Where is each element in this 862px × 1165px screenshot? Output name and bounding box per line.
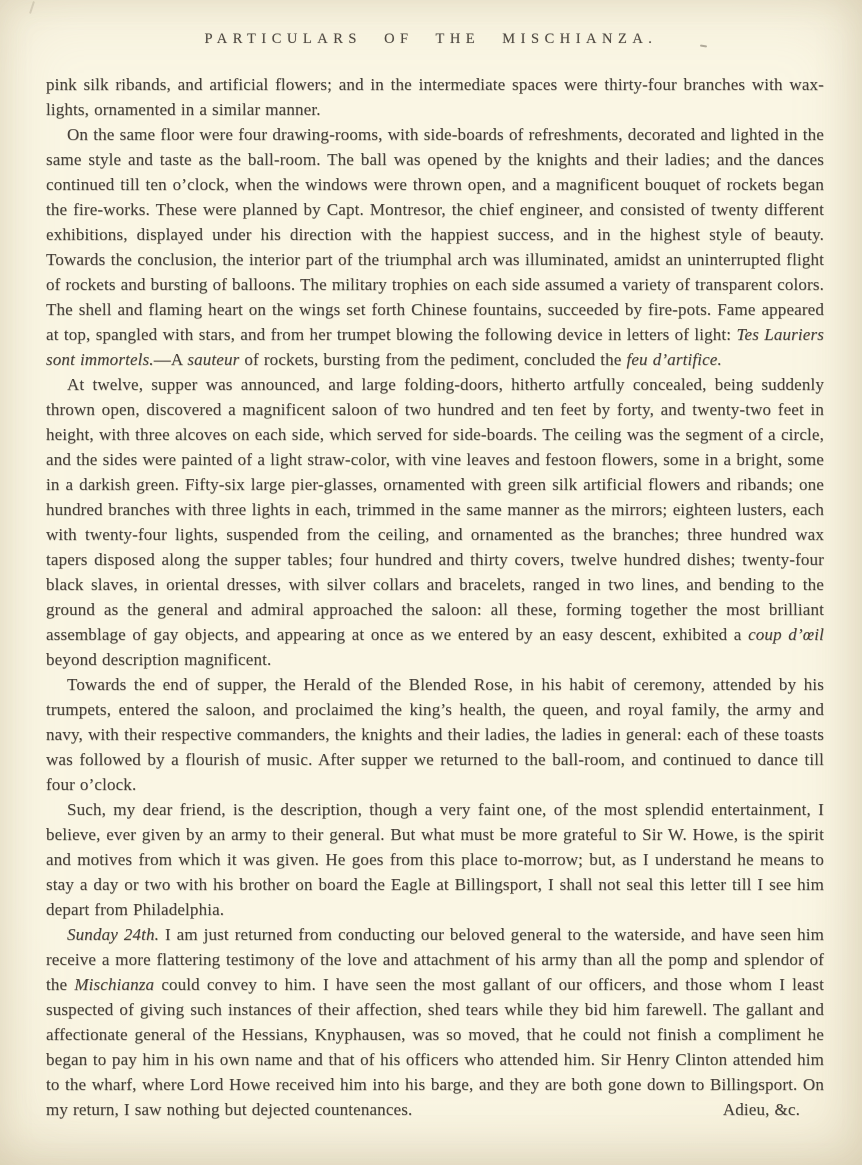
text-run: On the same floor were four drawing-rooms, with side-boards of refreshments, decorated and lighted in the same style and taste as the ball-room. The ball was opened by the knights and their ladies; and the dances continued till ten o’clock, when the windows were thrown open, and a magnificent bouquet of rockets began the fire-works. These were planned by Capt. Montresor, the chief engineer, and consisted of twenty different exhibitions, displayed under his direction with the happiest success, and in the highest style of beauty. Towards the conclusion, the interior part of the triumphal arch was illuminated, amidst an uninterrupted flight of rockets and bursting of balloons. The military trophies on each side assumed a variety of transparent colors. The shell and flaming heart on the wings set forth Chinese fountains, succeeded by fire-pots. Fame appeared at top, spangled with stars, and from her trumpet blowing the following device in letters of light:	[46, 125, 824, 344]
paragraph	[46, 72, 824, 122]
italic-run: sauteur	[187, 350, 240, 369]
text-run: Such, my dear friend, is the description, though a very faint one, of the most splendid entertainment, I believe, ever given by an army to their general. But what must be more grateful to Sir W. Howe, is the spirit and motives from which it was given. He goes from this place to-morrow; but, as I understand he means to stay a day or two with his brother on board the Eagle at Billingsport, I shall not seal this letter till I see him depart from Philadelphia.	[46, 800, 824, 919]
page-title: PARTICULARS OF THE MISCHIANZA.	[204, 31, 658, 47]
paragraph	[46, 122, 824, 372]
italic-run: feu d’artifice.	[626, 350, 722, 369]
paragraph	[46, 372, 824, 672]
italic-run: Sunday 24th.	[67, 925, 160, 944]
text-run: I am just returned from conducting our beloved general to the waterside, and have seen him receive a more flattering testimony of the love and attachment of his army than all the pomp and splendor of the	[46, 925, 825, 994]
text-run: could convey to him. I have seen the most gallant of our officers, and those whom I least suspected of giving such instances of their affection, shed tears while they bid him farewell. The gallant and affectionate general of the Hessians, Knyphausen, was so moved, that he could not finish a compliment he began to pay him in his own name and that of his officers who attended him. Sir Henry Clinton attended him to the wharf, where Lord Howe received him into his barge, and they are both gone down to Billingsport. On my return, I saw nothing but dejected countenances.	[46, 975, 824, 1119]
text-run: pink silk ribands, and artificial flowers; and in the intermediate spaces were thirty-four branches with wax-lights, ornamented in a similar manner.	[46, 75, 824, 119]
signoff: Adieu, &c.	[722, 1100, 800, 1119]
italic-run: coup d’œil	[748, 625, 824, 644]
text-run: —A	[153, 350, 188, 369]
text-block	[46, 72, 824, 1122]
paragraph	[46, 672, 824, 797]
text-run: beyond description magnificent.	[46, 650, 272, 669]
italic-run: Mischianza	[74, 975, 155, 994]
paragraph	[46, 922, 824, 1122]
text-run: At twelve, supper was announced, and large folding-doors, hitherto artfully concealed, being suddenly thrown open, discovered a magnificent saloon of two hundred and ten feet by forty, and twenty-two feet in height, with three alcoves on each side, which served for side-boards. The ceiling was the segment of a circle, and the sides were painted of a light straw-color, with vine leaves and festoon flowers, some in a bright, some in a darkish green. Fifty-six large pier-glasses, ornamented with green silk artificial flowers and ribands; one hundred branches with three lights in each, trimmed in the same manner as the mirrors; eighteen lusters, each with twenty-four lights, suspended from the ceiling, and ornamented as the branches; three hundred wax tapers disposed along the supper tables; four hundred and thirty covers, twelve hundred dishes; twenty-four black slaves, in oriental dresses, with silver collars and bracelets, ranged in two lines, and bending to the ground as the general and admiral approached the saloon: all these, forming together the most brilliant assemblage of gay objects, and appearing at once as we entered by an easy descent, exhibited a	[46, 375, 824, 644]
text-run: of rockets, bursting from the pediment, concluded the	[239, 350, 627, 369]
italic-run: Tes Lauriers sont immortels.	[46, 325, 825, 369]
text-run: Towards the end of supper, the Herald of the Blended Rose, in his habit of ceremony, attended by his trumpets, entered the saloon, and proclaimed the king’s health, the queen, and royal family, the army and navy, with their respective commanders, the knights and their ladies, the ladies in general: each of these toasts was followed by a flourish of music. After supper we returned to the ball-room, and continued to dance till four o’clock.	[46, 675, 824, 794]
paragraph	[46, 797, 824, 922]
